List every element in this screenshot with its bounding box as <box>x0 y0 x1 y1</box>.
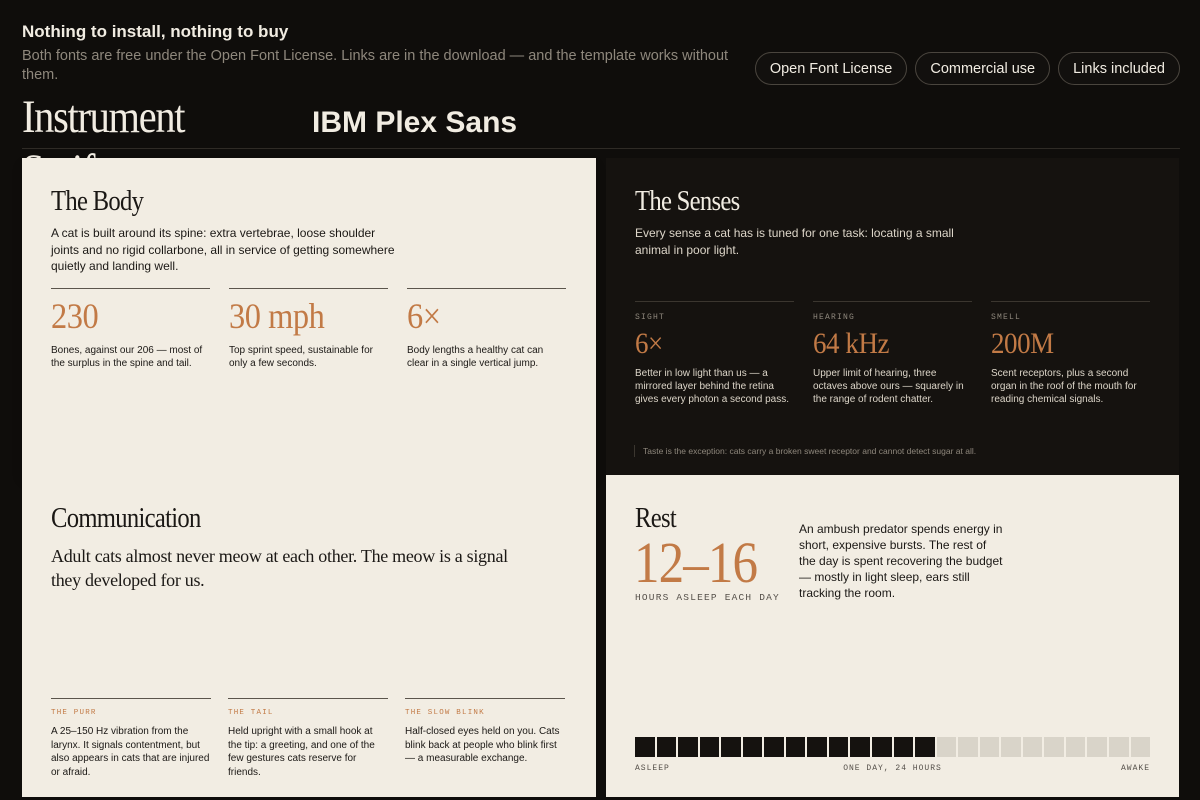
stat-label: HEARING <box>813 313 856 322</box>
hour-cell-asleep <box>915 737 935 757</box>
hour-cell-awake <box>1066 737 1086 757</box>
hour-cell-awake <box>1087 737 1107 757</box>
hour-cell-awake <box>1044 737 1064 757</box>
stat-bones <box>51 288 210 370</box>
day-hours-bar <box>635 737 1150 757</box>
hour-cell-awake <box>1131 737 1151 757</box>
senses-panel <box>606 158 1179 475</box>
hour-cell-asleep <box>700 737 720 757</box>
bar-label-day: ONE DAY, 24 HOURS <box>843 764 942 773</box>
stat-value: 6× <box>635 327 663 360</box>
hour-cell-asleep <box>635 737 655 757</box>
stat-desc: Upper limit of hearing, three octaves above ours — squarely in the range of rodent chatter. <box>813 368 964 405</box>
comm-col-desc: Half-closed eyes held on you. Cats blink back at people who blink first — a measurable exchange. <box>405 726 560 764</box>
comm-col-label: THE PURR <box>51 709 97 717</box>
hour-cell-asleep <box>764 737 784 757</box>
rest-panel-title: Rest <box>635 503 677 534</box>
stat-value: 30 mph <box>229 296 325 336</box>
stat-label: SIGHT <box>635 313 666 322</box>
hour-cell-asleep <box>786 737 806 757</box>
senses-footnote: Taste is the exception: cats carry a broken sweet receptor and cannot detect sugar at all. <box>634 445 976 457</box>
hour-cell-awake <box>1001 737 1021 757</box>
comm-col-purr <box>51 698 211 779</box>
sans-font-name: IBM Plex Sans <box>312 106 518 139</box>
stat-label: SMELL <box>991 313 1022 322</box>
rest-panel <box>606 475 1179 797</box>
pill-commercial-use[interactable]: Commercial use <box>915 52 1050 85</box>
rest-description: An ambush predator spends energy in short, expensive bursts. The rest of the day is spent recovering the budget — mostly in light sleep, ears still tracking the room. <box>799 522 1003 600</box>
stat-desc: Better in low light than us — a mirrored layer behind the retina gives every photon a second pass. <box>635 368 789 405</box>
body-panel <box>22 158 596 475</box>
hour-cell-awake <box>1023 737 1043 757</box>
stat-desc: Body lengths a healthy cat can clear in a single vertical jump. <box>407 345 544 369</box>
communication-lead: Adult cats almost never meow at each other. The meow is a signal they developed for us. <box>51 546 508 590</box>
day-bar-labels <box>635 764 1150 776</box>
comm-col-desc: A 25–150 Hz vibration from the larynx. It signals contentment, but also appears in cats that are injured or afraid. <box>51 726 210 778</box>
stat-value: 6× <box>407 296 441 336</box>
hour-cell-asleep <box>678 737 698 757</box>
bar-label-awake: AWAKE <box>1120 764 1150 773</box>
communication-columns <box>51 698 565 779</box>
comm-col-label: THE SLOW BLINK <box>405 709 485 717</box>
senses-panel-desc: Every sense a cat has is tuned for one task: locating a small animal in poor light. <box>635 226 954 257</box>
stat-desc: Scent receptors, plus a second organ in the roof of the mouth for reading chemical signals. <box>991 368 1137 405</box>
stat-smell <box>991 301 1150 406</box>
hour-cell-awake <box>937 737 957 757</box>
header-subtitle: Both fonts are free under the Open Font License. Links are in the download — and the template works without them. <box>22 48 729 83</box>
font-showcase <box>22 90 517 142</box>
hour-cell-asleep <box>807 737 827 757</box>
hour-cell-awake <box>980 737 1000 757</box>
comm-col-tail <box>228 698 388 779</box>
serif-font-name: Instrument <box>22 91 185 143</box>
senses-panel-title: The Senses <box>635 186 740 217</box>
body-panel-desc: A cat is built around its spine: extra vertebrae, loose shoulder joints and no rigid collarbone, all in service of getting somewhere quietly and landing well. <box>51 226 395 273</box>
hour-cell-asleep <box>721 737 741 757</box>
hour-cell-asleep <box>850 737 870 757</box>
hour-cell-asleep <box>872 737 892 757</box>
pill-group <box>755 52 1180 85</box>
stat-desc: Top sprint speed, sustainable for only a few seconds. <box>229 345 373 369</box>
stat-value: 64 kHz <box>813 327 890 360</box>
hour-cell-asleep <box>657 737 677 757</box>
comm-col-desc: Held upright with a small hook at the tip: a greeting, and one of the few gestures cats reserve for friends. <box>228 726 375 778</box>
stat-desc: Bones, against our 206 — most of the surplus in the spine and tail. <box>51 345 203 369</box>
stat-value: 230 <box>51 296 99 336</box>
stat-value: 200M <box>991 327 1054 360</box>
senses-stats <box>635 301 1150 406</box>
comm-col-slow-blink <box>405 698 565 779</box>
body-panel-title: The Body <box>51 186 144 217</box>
sleep-hours-figure: 12–16 <box>634 530 758 595</box>
communication-panel <box>22 475 596 797</box>
stat-jump <box>407 288 566 370</box>
header-title: Nothing to install, nothing to buy <box>22 22 289 41</box>
hour-cell-asleep <box>829 737 849 757</box>
body-stats <box>51 288 566 370</box>
pill-links-included[interactable]: Links included <box>1058 52 1180 85</box>
hour-cell-asleep <box>894 737 914 757</box>
stat-speed <box>229 288 388 370</box>
pill-open-font-license[interactable]: Open Font License <box>755 52 908 85</box>
hour-cell-awake <box>1109 737 1129 757</box>
communication-panel-title: Communication <box>51 503 201 534</box>
stat-hearing <box>813 301 972 406</box>
bar-label-asleep: ASLEEP <box>635 764 670 773</box>
hour-cell-awake <box>958 737 978 757</box>
hour-cell-asleep <box>743 737 763 757</box>
page-header <box>22 22 1180 84</box>
comm-col-label: THE TAIL <box>228 709 274 717</box>
sleep-hours-label: HOURS ASLEEP EACH DAY <box>635 592 780 603</box>
header-divider <box>22 148 1180 149</box>
stat-sight <box>635 301 794 406</box>
